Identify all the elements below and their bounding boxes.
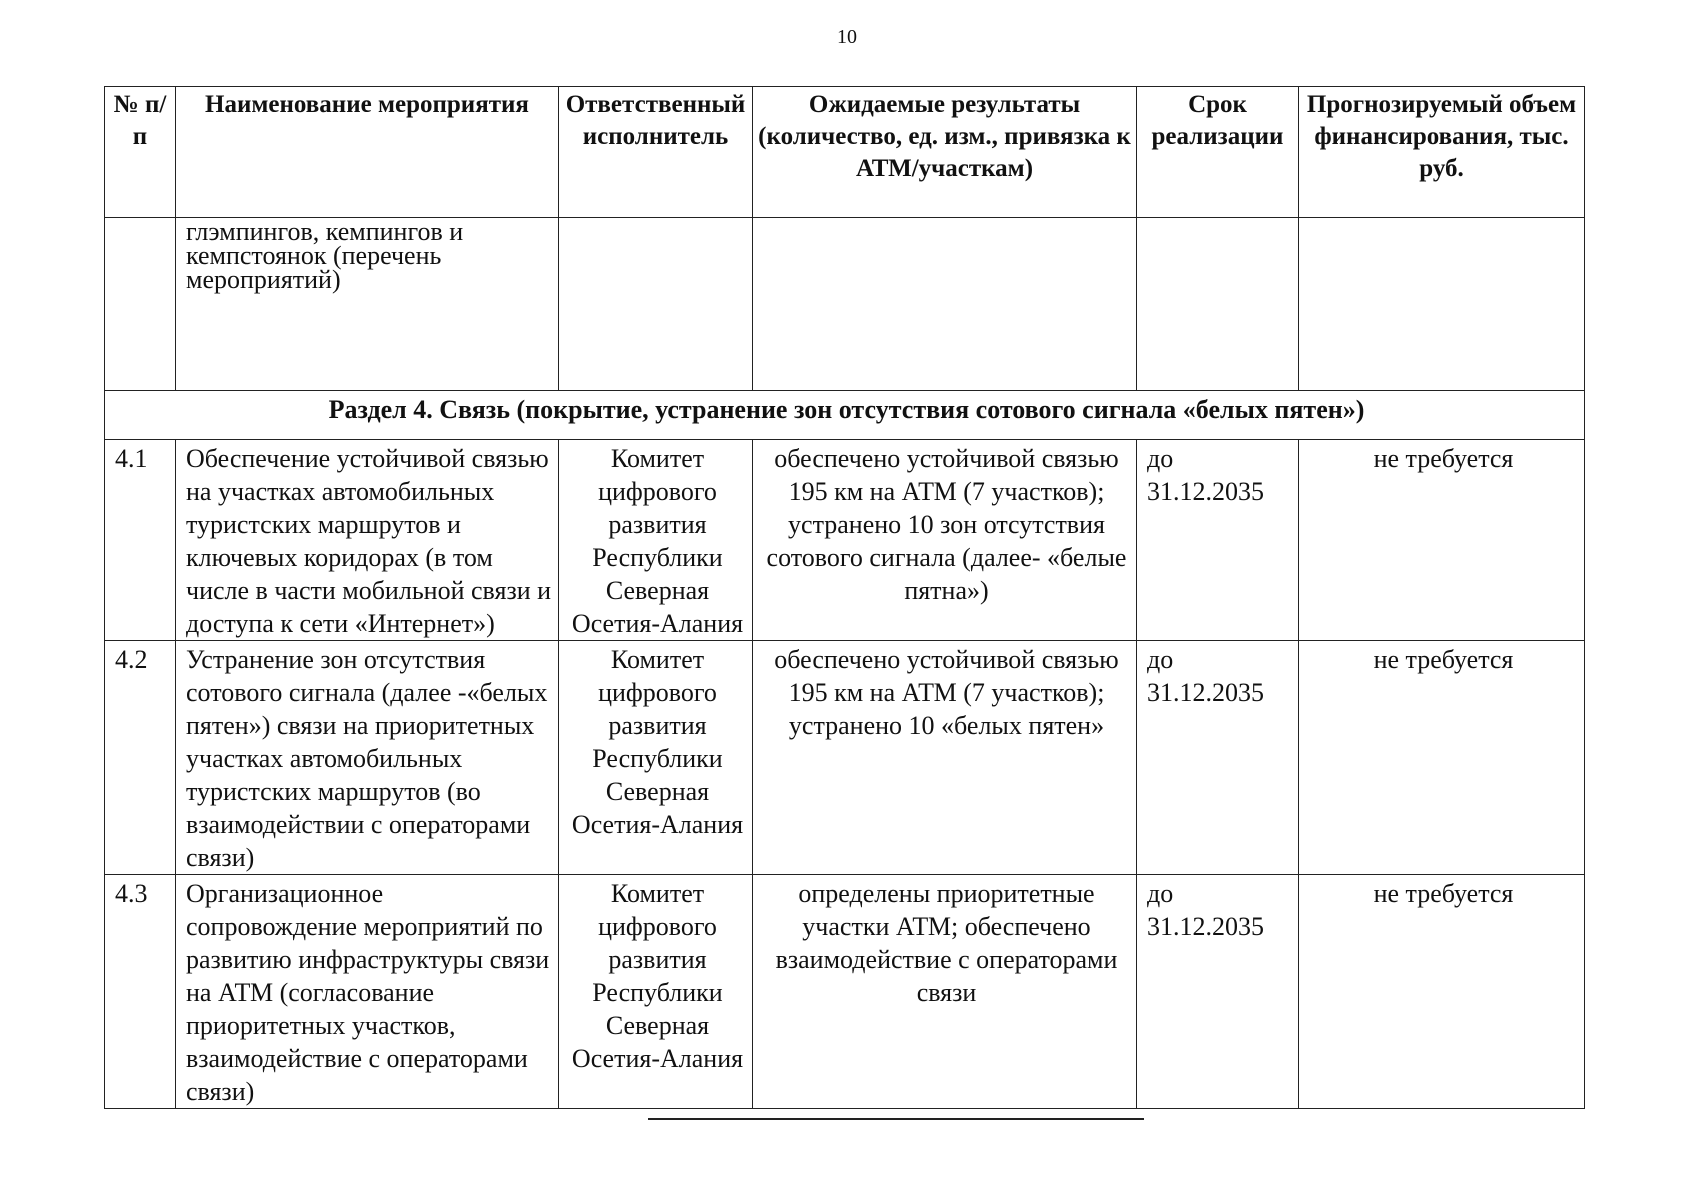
cell-name: Устранение зон отсутствия сотового сигнала (далее -«белых пятен») связи на приоритетных участках автомобильных туристских маршрутов (во взаимодействии с операторами связи): [176, 641, 559, 875]
cell-results: определены приоритетные участки АТМ; обеспечено взаимодействие с операторами связи: [753, 875, 1137, 1109]
header-no: № п/п: [105, 87, 176, 218]
header-name: Наименование мероприятия: [176, 87, 559, 218]
continued-row: [105, 218, 1585, 391]
cell-financing: [1299, 218, 1585, 391]
header-results: Ожидаемые результаты (количество, ед. изм., привязка к АТМ/участкам): [753, 87, 1137, 218]
cell-term: до 31.12.2035: [1137, 641, 1299, 875]
cell-responsible: [559, 218, 753, 391]
header-responsible: Ответственный исполнитель: [559, 87, 753, 218]
header-row: [105, 87, 1585, 218]
cell-no: 4.2: [105, 641, 176, 875]
table-row: [105, 641, 1585, 875]
section-title: Раздел 4. Связь (покрытие, устранение зон отсутствия сотового сигнала «белых пятен»): [105, 391, 1585, 440]
table-row: [105, 875, 1585, 1109]
cell-name: глэмпингов, кемпингов и кемпстоянок (перечень мероприятий): [176, 218, 559, 391]
cell-responsible: Комитет цифрового развития Республики Северная Осетия-Алания: [559, 875, 753, 1109]
header-term: Срок реализации: [1137, 87, 1299, 218]
signature-line: [648, 1118, 1144, 1120]
cell-results: обеспечено устойчивой связью 195 км на АТМ (7 участков); устранено 10 зон отсутствия сотового сигнала (далее- «белые пятна»): [753, 440, 1137, 641]
cell-financing: не требуется: [1299, 641, 1585, 875]
cell-name: Обеспечение устойчивой связью на участках автомобильных туристских маршрутов и ключевых коридорах (в том числе в части мобильной связи и доступа к сети «Интернет»): [176, 440, 559, 641]
table-row: [105, 440, 1585, 641]
cell-results: обеспечено устойчивой связью 195 км на АТМ (7 участков); устранено 10 «белых пятен»: [753, 641, 1137, 875]
header-financing: Прогнозируемый объем финансирования, тыс. руб.: [1299, 87, 1585, 218]
cell-term: до 31.12.2035: [1137, 875, 1299, 1109]
cell-name: Организационное сопровождение мероприятий по развитию инфраструктуры связи на АТМ (согласование приоритетных участков, взаимодействие с операторами связи): [176, 875, 559, 1109]
cell-results: [753, 218, 1137, 391]
cell-responsible: Комитет цифрового развития Республики Северная Осетия-Алания: [559, 641, 753, 875]
measures-table: [104, 86, 1585, 1109]
cell-financing: не требуется: [1299, 440, 1585, 641]
cell-term: до 31.12.2035: [1137, 440, 1299, 641]
cell-responsible: Комитет цифрового развития Республики Северная Осетия-Алания: [559, 440, 753, 641]
cell-no: 4.1: [105, 440, 176, 641]
cell-financing: не требуется: [1299, 875, 1585, 1109]
cell-no: 4.3: [105, 875, 176, 1109]
cell-term: [1137, 218, 1299, 391]
page-number: 10: [837, 26, 857, 48]
section-row: [105, 391, 1585, 440]
cell-no: [105, 218, 176, 391]
